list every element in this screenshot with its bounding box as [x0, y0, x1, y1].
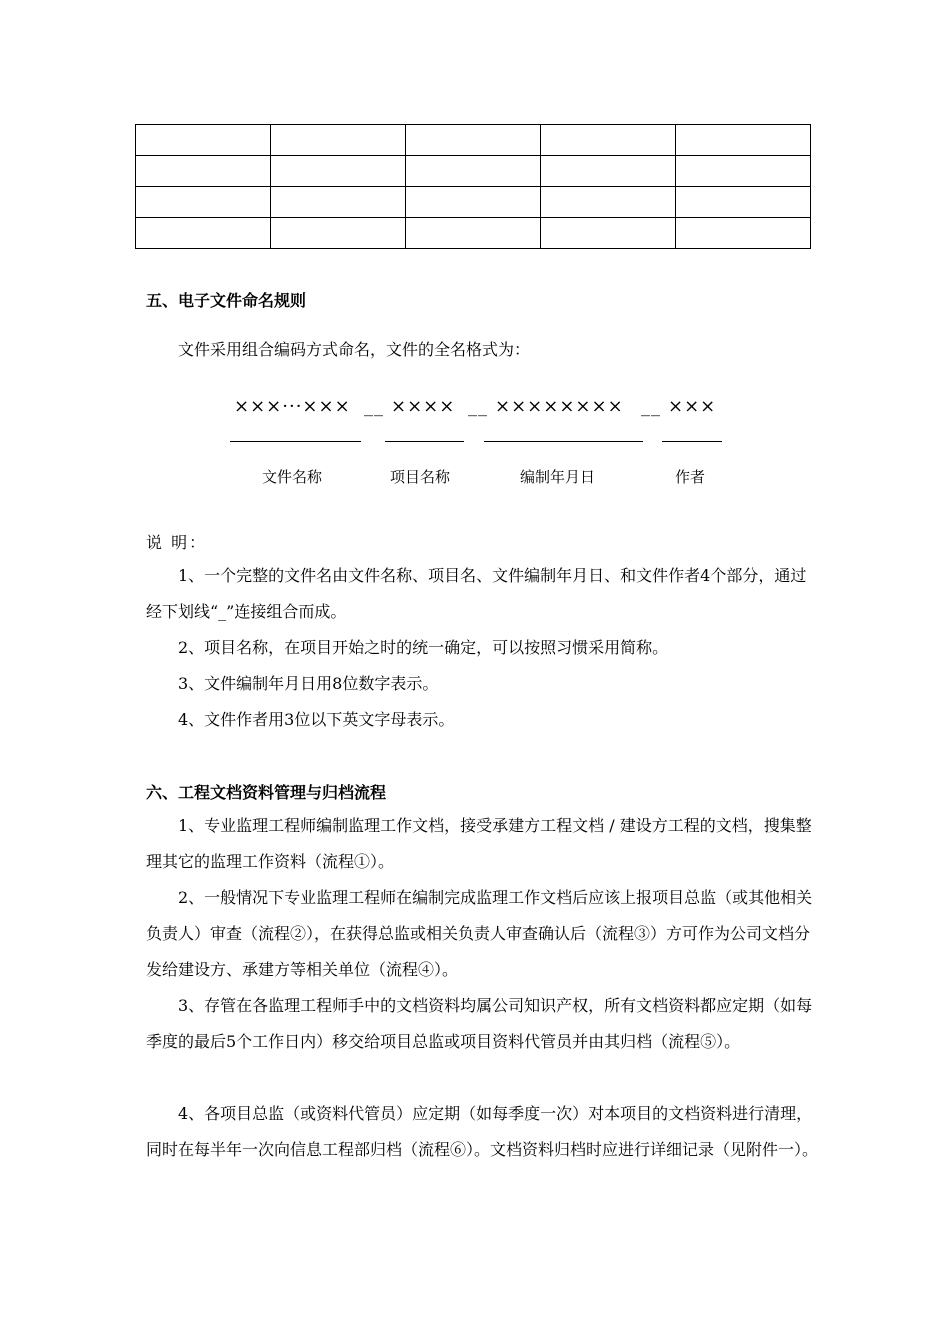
format-part-author: ××× [668, 396, 717, 417]
format-sep: __ [641, 396, 661, 417]
table-cell [541, 187, 676, 218]
section6-item: 4、各项目总监（或资料代管员）应定期（如每季度一次）对本项目的文档资料进行清理，同时在每半年一次向信息工程部归档（流程⑥）。文档资料归档时应进行详细记录（见附件一）。 [146, 1104, 819, 1159]
format-label-project: 项目名称 [390, 468, 451, 486]
section6-heading: 六、工程文档资料管理与归档流程 [146, 783, 387, 802]
table-cell [271, 187, 406, 218]
table-cell [676, 125, 811, 156]
table-cell [136, 187, 271, 218]
section6-item: 1、专业监理工程师编制监理工作文档，接受承建方工程文档 / 建设方工程的文档，搜集整理其它的监理工作资料（流程①）。 [146, 816, 812, 871]
format-sep: __ [468, 396, 488, 417]
table-cell [676, 218, 811, 249]
section5-item: 2、项目名称，在项目开始之时的统一确定，可以按照习惯采用简称。 [178, 638, 669, 657]
table-cell [271, 125, 406, 156]
table-cell [136, 125, 271, 156]
table-cell [136, 156, 271, 187]
table-cell [406, 187, 541, 218]
table-row [136, 156, 811, 187]
table-cell [406, 156, 541, 187]
table-row [136, 125, 811, 156]
empty-table [135, 124, 811, 249]
note-label: 说 明： [146, 533, 208, 552]
table-cell [406, 218, 541, 249]
table-cell [676, 187, 811, 218]
section5-heading: 五、电子文件命名规则 [146, 291, 307, 310]
format-sep: __ [364, 396, 384, 417]
section6-item: 2、一般情况下专业监理工程师在编制完成监理工作文档后应该上报项目总监（或其他相关负责人）审查（流程②），在获得总监或相关负责人审查确认后（流程③）方可作为公司文档分发给建设方、承建方等相关单位（流程④）。 [146, 888, 813, 979]
format-label-author: 作者 [675, 468, 706, 486]
section5-item: 1、一个完整的文件名由文件名称、项目名、文件编制年月日、和文件作者4个部分，通过经下划线“_”连接组合而成。 [146, 566, 807, 621]
format-part-date: ×××××××× [495, 396, 624, 417]
table-cell [271, 218, 406, 249]
format-part-project: ×××× [391, 396, 456, 417]
table-row [136, 187, 811, 218]
table-cell [541, 125, 676, 156]
section6-item: 3、存管在各监理工程师手中的文档资料均属公司知识产权，所有文档资料都应定期（如每季度的最后5个工作日内）移交给项目总监或项目资料代管员并由其归档（流程⑤）。 [146, 996, 813, 1051]
table-cell [541, 218, 676, 249]
section5-item: 3、文件编制年月日用8位数字表示。 [178, 674, 439, 693]
table-row [136, 218, 811, 249]
section5-item: 4、文件作者用3位以下英文字母表示。 [178, 710, 455, 729]
underline [385, 441, 464, 442]
section5-intro: 文件采用组合编码方式命名，文件的全名格式为： [178, 340, 531, 359]
table-cell [541, 156, 676, 187]
table-cell [676, 156, 811, 187]
format-label-date: 编制年月日 [520, 468, 596, 486]
format-label-name: 文件名称 [262, 468, 323, 486]
table-cell [136, 218, 271, 249]
underline [662, 441, 722, 442]
underline [484, 441, 643, 442]
format-part-name: ×××···××× [234, 396, 351, 417]
underline [230, 441, 361, 442]
table-cell [271, 156, 406, 187]
table-cell [406, 125, 541, 156]
